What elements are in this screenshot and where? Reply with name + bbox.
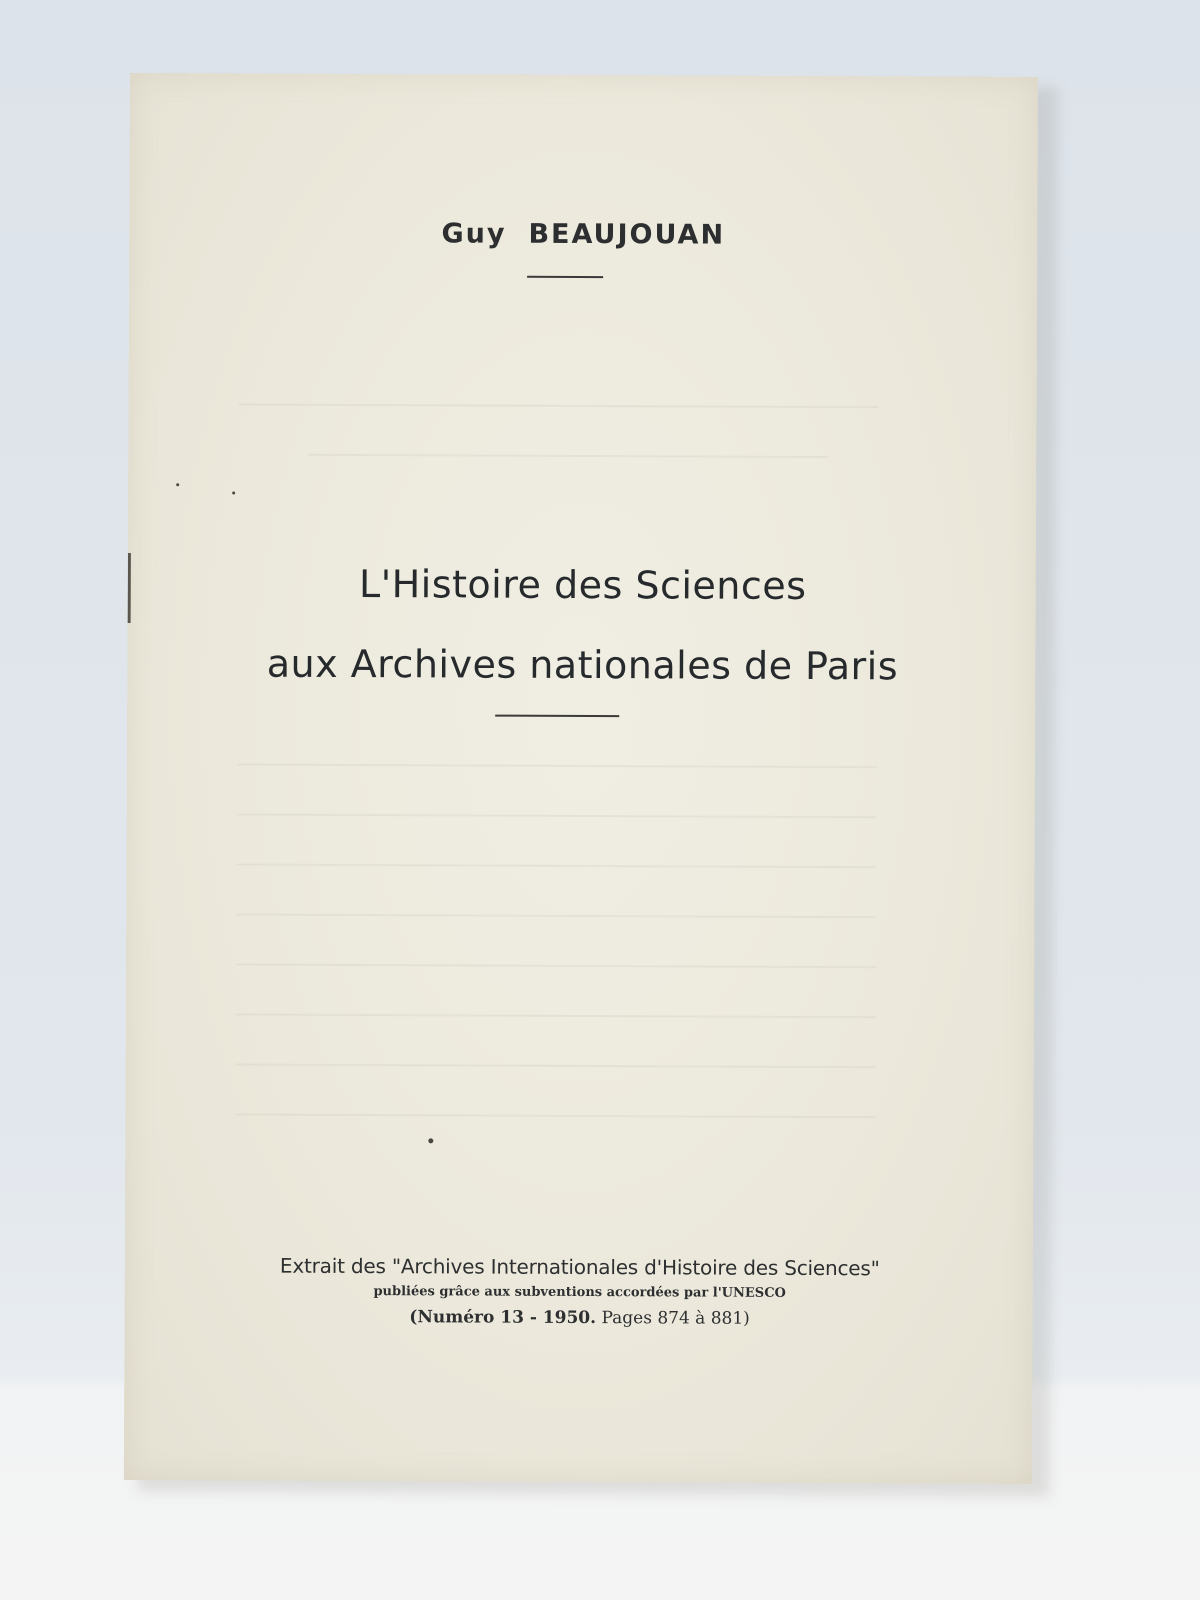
show-through-line <box>236 1063 876 1068</box>
show-through-line <box>237 813 877 818</box>
show-through-line <box>236 913 876 918</box>
numero-line <box>165 1306 995 1330</box>
show-through-line <box>239 403 879 408</box>
paper-speck <box>176 483 179 486</box>
title-line-1: L'Histoire des Sciences <box>358 562 807 608</box>
show-through-line <box>308 454 828 458</box>
title-rule <box>495 715 619 718</box>
footer-citation <box>165 1253 995 1330</box>
extrait-line: Extrait des "Archives Internationales d'Histoire des Sciences" <box>279 1253 880 1281</box>
pamphlet-cover <box>124 73 1038 1484</box>
show-through-line <box>237 863 877 868</box>
paper-speck <box>232 491 235 494</box>
paper-speck <box>428 1138 433 1143</box>
staple-mark <box>128 553 131 623</box>
author-name <box>129 217 1037 252</box>
show-through-line <box>235 1113 875 1118</box>
author-first-name: Guy <box>441 218 507 250</box>
numero-pages: Pages 874 à 881) <box>596 1308 750 1329</box>
show-through-line <box>236 1013 876 1018</box>
author-last-name: BEAUJOUAN <box>528 218 726 251</box>
numero-issue: (Numéro 13 - 1950. <box>409 1307 597 1329</box>
show-through-line <box>237 763 877 768</box>
pamphlet-title <box>167 543 998 707</box>
author-rule <box>527 276 603 278</box>
show-through-line <box>236 963 876 968</box>
publiees-line: publiées grâce aux subventions accordées par l'UNESCO <box>373 1284 786 1301</box>
title-line-2: aux Archives nationales de Paris <box>266 641 899 689</box>
